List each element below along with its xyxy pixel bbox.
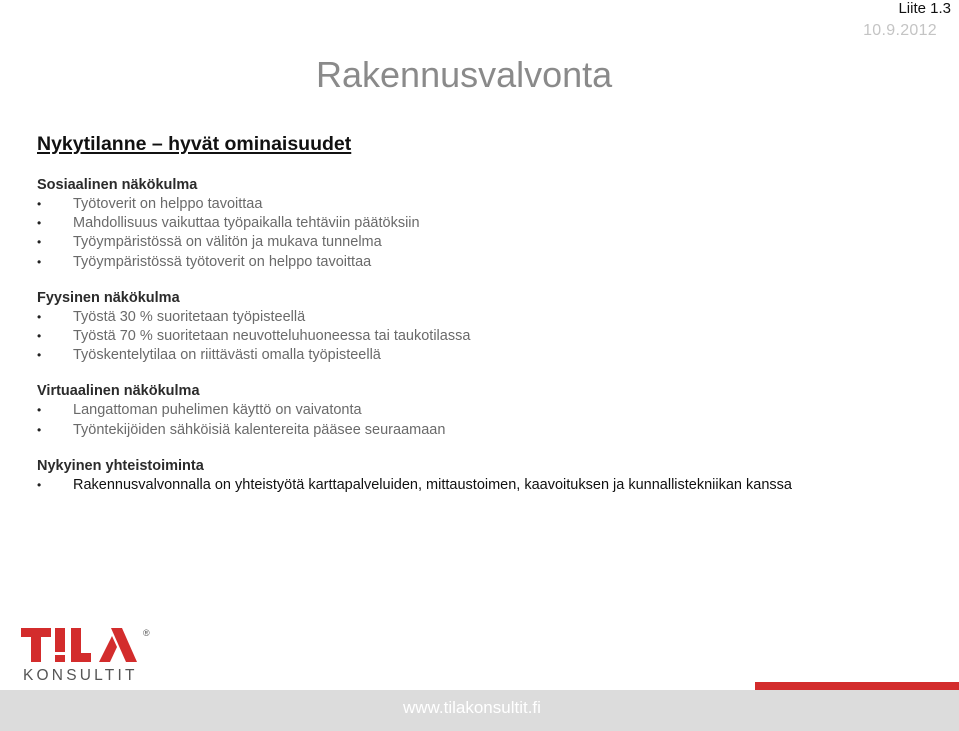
section-heading: Nykytilanne – hyvät ominaisuudet [37, 133, 352, 155]
date-label: 10.9.2012 [863, 22, 937, 39]
group-social [37, 176, 937, 272]
appendix-label: Liite 1.3 [898, 0, 951, 17]
tila-konsultit-logo [19, 625, 161, 683]
group-heading: Sosiaalinen näkökulma [37, 177, 198, 193]
group-heading: Nykyinen yhteistoiminta [37, 457, 204, 474]
list-item: • Mahdollisuus vaikuttaa työpaikalla tehtäviin päätöksiin [37, 214, 937, 233]
page-title: Rakennusvalvonta [316, 54, 613, 95]
bullet-list [37, 308, 937, 366]
list-item: • Työtoverit on helppo tavoittaa [37, 195, 937, 214]
list-item: • Langattoman puhelimen käyttö on vaivatonta [37, 401, 937, 420]
list-item: • Työympäristössä on välitön ja mukava tunnelma [37, 233, 937, 252]
group-heading: Virtuaalinen näkökulma [37, 383, 200, 400]
logo-subtitle: KONSULTIT [23, 667, 138, 683]
content-body [37, 176, 937, 512]
footer-url: www.tilakonsultit.fi [403, 698, 541, 717]
group-physical [37, 289, 937, 366]
bullet-list [37, 195, 937, 272]
bullet-list [37, 401, 937, 439]
list-item: • Työntekijöiden sähköisiä kalentereita pääsee seuraamaan [37, 421, 937, 440]
registered-mark: ® [143, 628, 150, 638]
bullet-list [37, 476, 937, 495]
group-virtual [37, 382, 937, 439]
group-heading: Fyysinen näkökulma [37, 289, 180, 306]
list-item: • Työstä 70 % suoritetaan neuvotteluhuoneessa tai taukotilassa [37, 327, 937, 346]
list-item: • Työstä 30 % suoritetaan työpisteellä [37, 308, 937, 327]
red-accent-bar [755, 682, 959, 690]
list-item: • Työskentelytilaa on riittävästi omalla työpisteellä [37, 346, 937, 365]
list-item: • Rakennusvalvonnalla on yhteistyötä karttapalveluiden, mittaustoimen, kaavoituksen ja kunnallistekniikan kanssa [37, 476, 937, 495]
list-item: • Työympäristössä työtoverit on helppo tavoittaa [37, 253, 937, 272]
group-cooperation [37, 457, 937, 495]
